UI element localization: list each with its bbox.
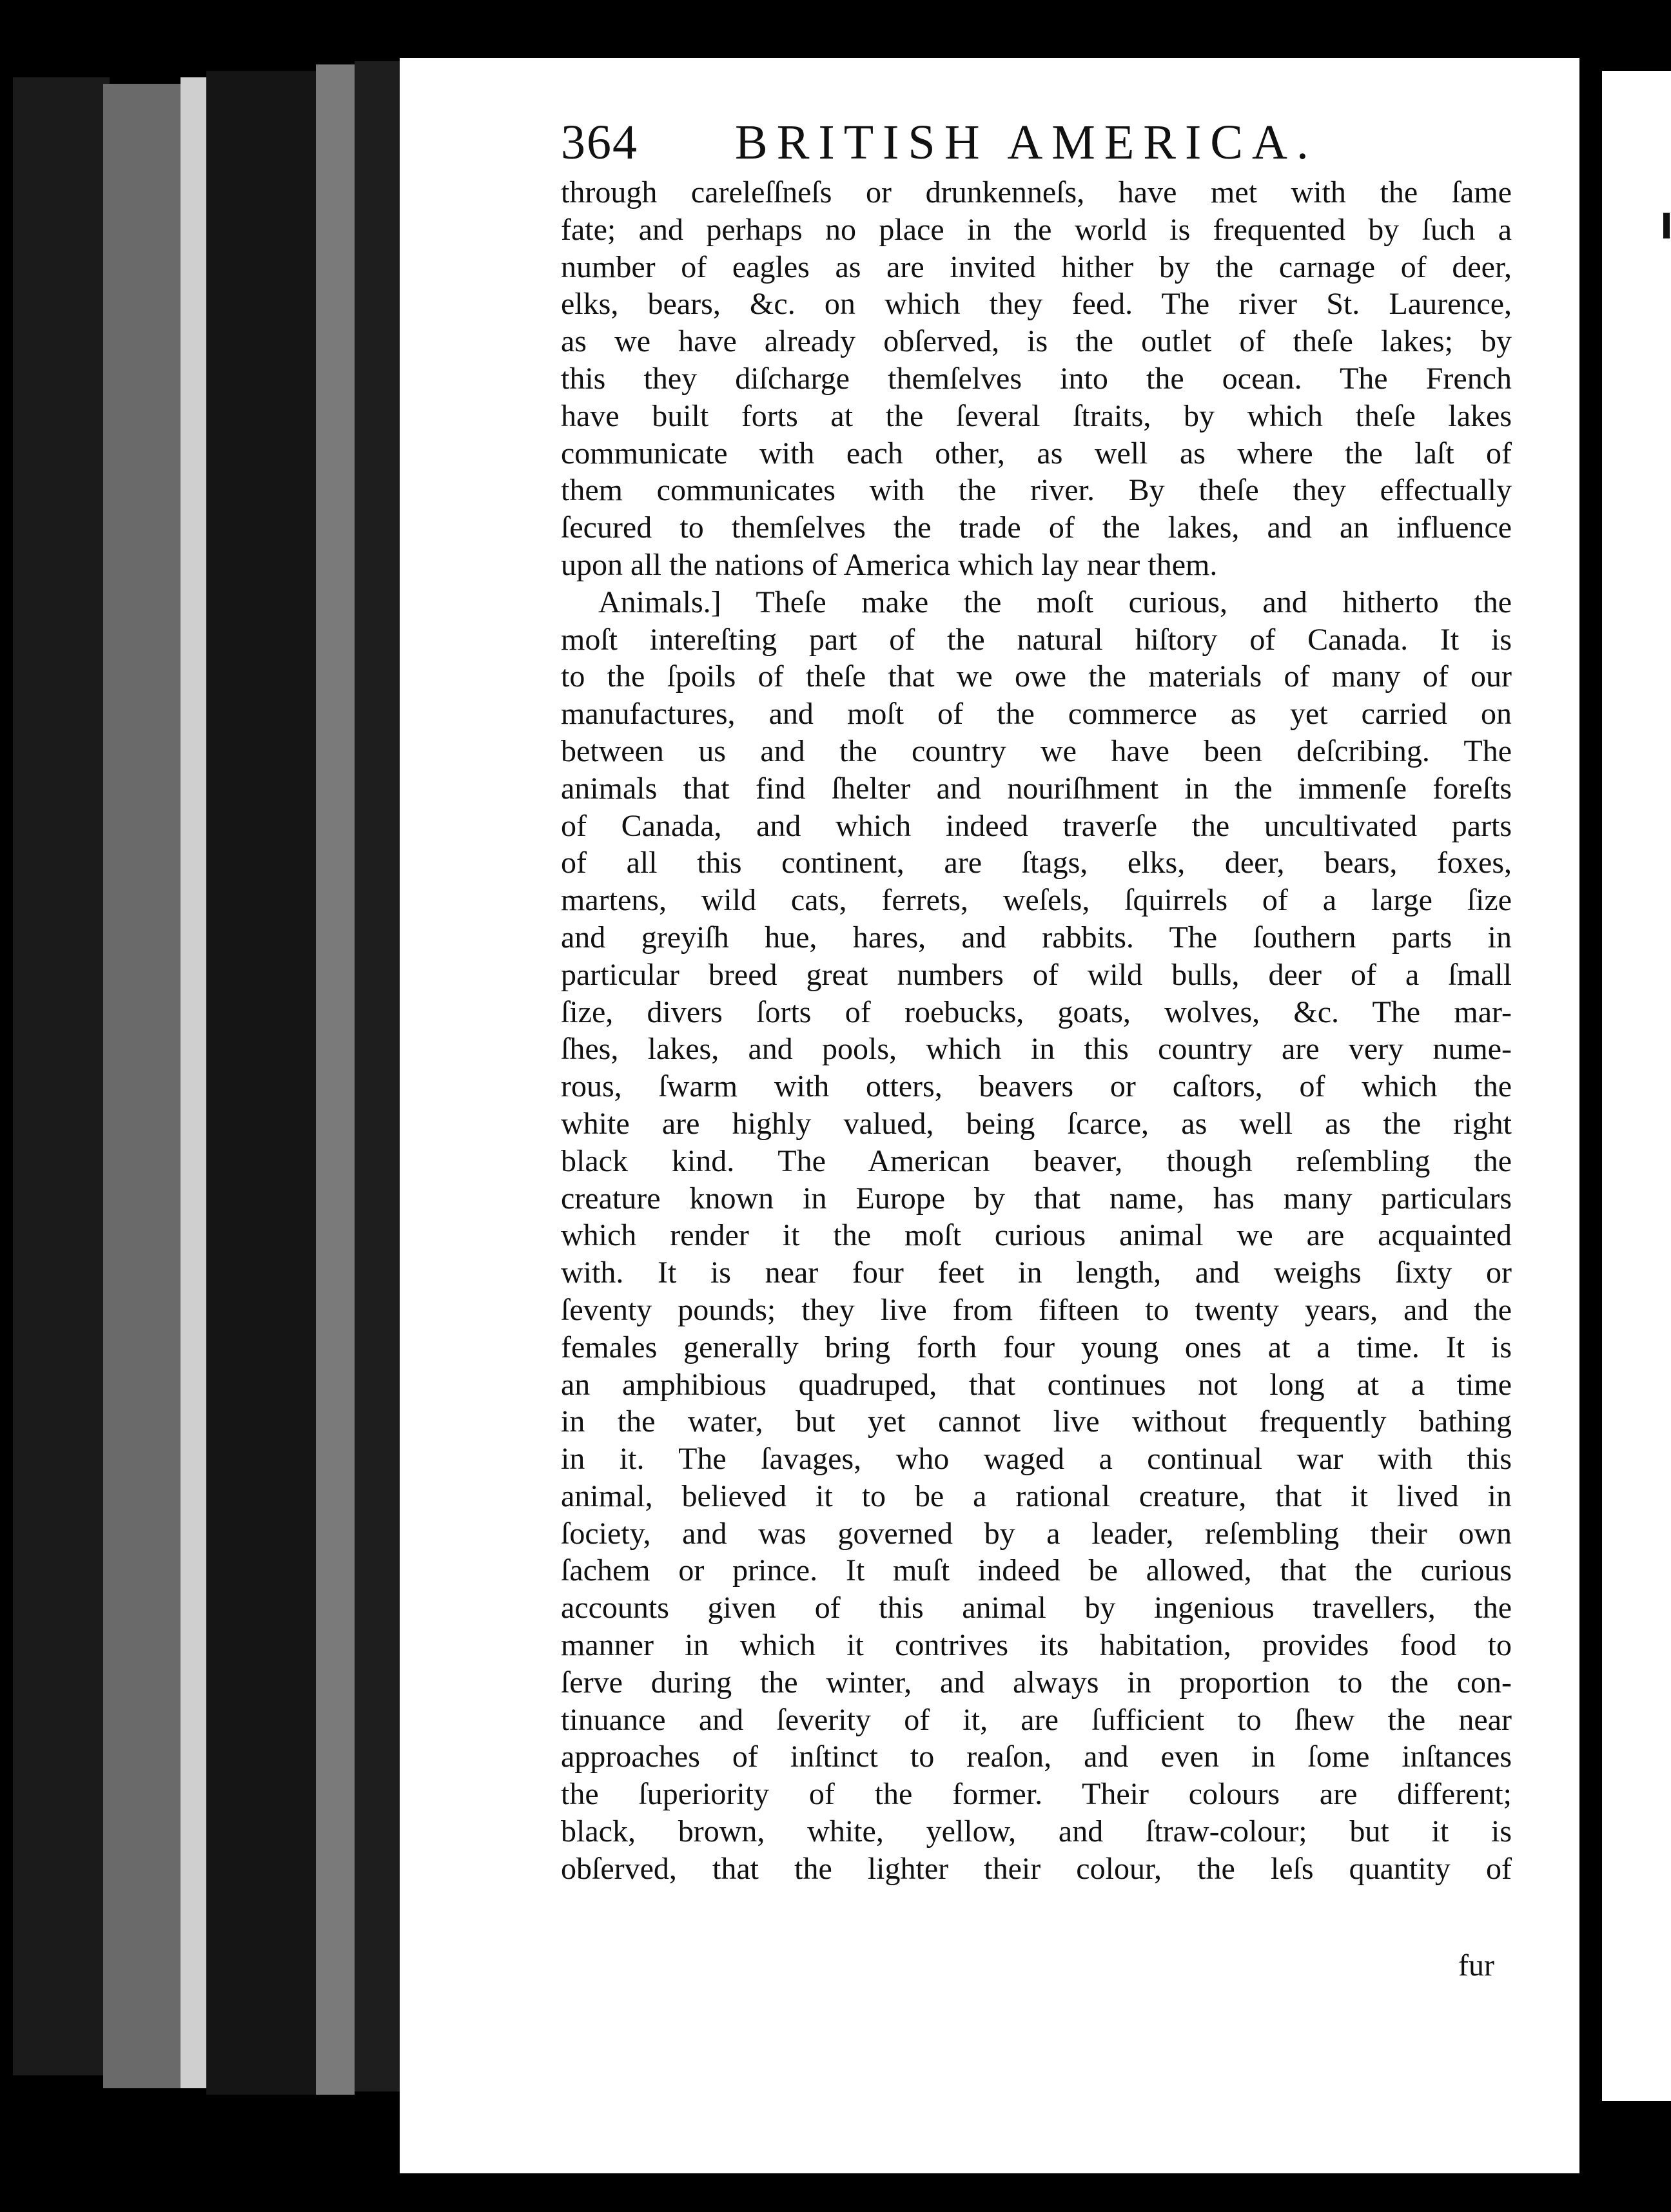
running-head: BRITISH AMERICA.	[735, 115, 1318, 170]
text-line: communicate with each other, as well as where the laſt of	[561, 436, 1512, 471]
text-line: manufactures, and moſt of the commerce as yet carried on	[561, 697, 1512, 732]
text-line: an amphibious quadruped, that continues not long at a time	[561, 1367, 1512, 1402]
book-edge-dark-3	[355, 61, 400, 2091]
text-line: which render it the moſt curious animal we are acquainted	[561, 1218, 1512, 1253]
text-line: ſeventy pounds; they live from fifteen to twenty years, and the	[561, 1292, 1512, 1327]
page-body-text	[561, 174, 1512, 1888]
text-line: between us and the country we have been deſcribing. The	[561, 733, 1512, 768]
book-edge-light	[181, 77, 206, 2088]
text-line: accounts given of this animal by ingenious travellers, the	[561, 1591, 1512, 1625]
text-line: through careleſſneſs or drunkenneſs, have met with the ſame	[561, 175, 1512, 209]
text-line: the ſuperiority of the former. Their colours are different;	[561, 1777, 1512, 1812]
scan-bottom-border	[400, 2173, 1605, 2212]
facing-page-edge	[1602, 71, 1671, 2101]
text-line: females generally bring forth four young ones at a time. It is	[561, 1330, 1512, 1364]
text-line: martens, wild cats, ferrets, weſels, ſquirrels of a large ſize	[561, 883, 1512, 918]
text-line: number of eagles as are invited hither by the carnage of deer,	[561, 249, 1512, 284]
text-line: moſt intereſting part of the natural hiſtory of Canada. It is	[561, 622, 1512, 657]
text-line: in it. The ſavages, who waged a continual war with this	[561, 1442, 1512, 1477]
text-line: in the water, but yet cannot live without frequently bathing	[561, 1404, 1512, 1439]
page-number: 364	[561, 115, 638, 170]
facing-page-text-fragment	[1663, 213, 1670, 238]
text-line: elks, bears, &c. on which they feed. The river St. Laurence,	[561, 287, 1512, 322]
text-line: upon all the nations of America which lay near them.	[561, 547, 1218, 582]
text-line: as we have already obſerved, is the outlet of theſe lakes; by	[561, 324, 1512, 359]
text-line: creature known in Europe by that name, has many particulars	[561, 1181, 1512, 1216]
text-line: and greyiſh hue, hares, and rabbits. The ſouthern parts in	[561, 920, 1512, 955]
text-line: have built forts at the ſeveral ſtraits, by which theſe lakes	[561, 398, 1512, 433]
text-line: rous, ſwarm with otters, beavers or caſtors, of which the	[561, 1069, 1512, 1104]
text-line: of all this continent, are ſtags, elks, deer, bears, foxes,	[561, 846, 1512, 880]
text-line: of Canada, and which indeed traverſe the uncultivated parts	[561, 808, 1512, 843]
text-line: manner in which it contrives its habitation, provides food to	[561, 1628, 1512, 1663]
book-edge-gray	[103, 84, 181, 2088]
text-line: to the ſpoils of theſe that we owe the materials of many of our	[561, 659, 1512, 694]
book-edge-gray-2	[316, 64, 355, 2095]
text-line: ſize, divers ſorts of roebucks, goats, wolves, &c. The mar-	[561, 994, 1512, 1029]
text-line: white are highly valued, being ſcarce, as well as the right	[561, 1106, 1512, 1141]
page-header	[561, 115, 1373, 179]
text-line: tinuance and ſeverity of it, are ſufficient to ſhew the near	[561, 1702, 1512, 1737]
book-edge-dark	[13, 77, 110, 2075]
text-line: fate; and perhaps no place in the world is frequented by ſuch a	[561, 212, 1512, 247]
text-line: black kind. The American beaver, though reſembling the	[561, 1143, 1512, 1178]
catchword: fur	[1458, 1948, 1494, 1983]
text-line: ſerve during the winter, and always in proportion to the con-	[561, 1665, 1512, 1700]
text-line: ſociety, and was governed by a leader, reſembling their own	[561, 1516, 1512, 1551]
text-line: ſachem or prince. It muſt indeed be allowed, that the curious	[561, 1553, 1512, 1588]
book-edge-dark-2	[206, 71, 316, 2095]
text-line: them communicates with the river. By theſe they effectually	[561, 473, 1512, 508]
section-heading-line: Animals.] Theſe make the moſt curious, and hitherto the	[598, 585, 1512, 619]
text-line: approaches of inſtinct to reaſon, and even in ſome inſtances	[561, 1740, 1512, 1774]
text-line: ſecured to themſelves the trade of the lakes, and an influence	[561, 510, 1512, 545]
text-line: particular breed great numbers of wild bulls, deer of a ſmall	[561, 957, 1512, 992]
text-line: this they diſcharge themſelves into the ocean. The French	[561, 361, 1512, 396]
text-line: black, brown, white, yellow, and ſtraw-colour; but it is	[561, 1814, 1512, 1849]
text-line: animals that find ſhelter and nouriſhment in the immenſe foreſts	[561, 771, 1512, 806]
text-line: with. It is near four feet in length, and weighs ſixty or	[561, 1256, 1512, 1290]
text-line: obſerved, that the lighter their colour, the leſs quantity of	[561, 1851, 1512, 1886]
text-line: animal, believed it to be a rational creature, that it lived in	[561, 1479, 1512, 1513]
text-line: ſhes, lakes, and pools, which in this country are very nume-	[561, 1032, 1512, 1067]
